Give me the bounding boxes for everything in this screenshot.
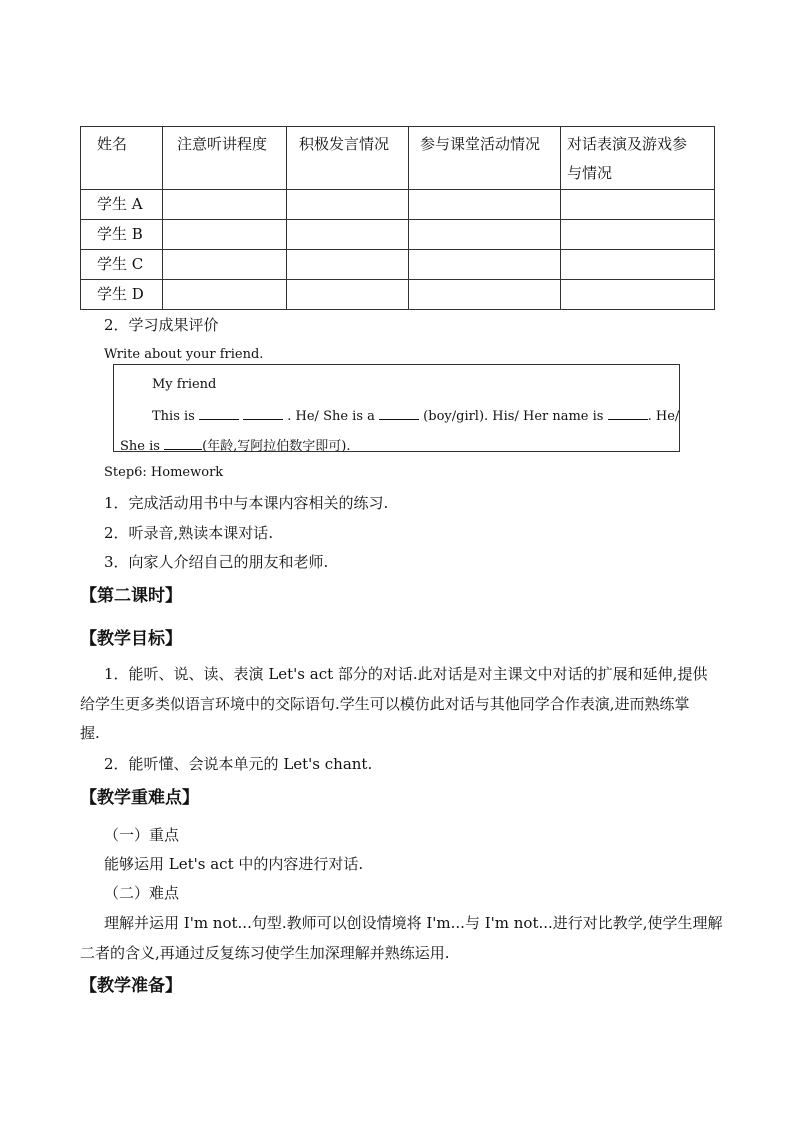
goal1-line1: 1．能听、说、读、表演 Let's act 部分的对话.此对话是对主课文中对话的扩展和延伸,提供 xyxy=(104,665,708,683)
homework-item-2: 2．听录音,熟读本课对话. xyxy=(104,524,274,542)
header-name: 姓名 xyxy=(81,127,163,190)
table-cell xyxy=(163,220,287,250)
keypoints-heading: 【教学重难点】 xyxy=(80,788,199,808)
table-row xyxy=(81,220,715,250)
lesson2-heading: 【第二课时】 xyxy=(80,586,182,606)
student-name: 学生 C xyxy=(81,250,163,280)
table-cell xyxy=(561,220,715,250)
table-cell xyxy=(561,280,715,310)
writebox-title: My friend xyxy=(152,377,217,392)
writing-box xyxy=(113,364,680,452)
header-speaking: 积极发言情况 xyxy=(287,127,409,190)
key-text: 能够运用 Let's act 中的内容进行对话. xyxy=(104,855,364,873)
evaluation-table xyxy=(80,126,715,310)
section2-title: 2．学习成果评价 xyxy=(104,316,219,334)
difficult-line2: 二者的含义,再通过反复练习使学生加深理解并熟练运用. xyxy=(80,944,450,962)
writebox-line1-c: (boy/girl). His/ Her name is xyxy=(423,409,604,424)
table-row xyxy=(81,190,715,220)
table-cell xyxy=(409,190,561,220)
goal2: 2．能听懂、会说本单元的 Let's chant. xyxy=(104,755,373,773)
writebox-line1-b: . He/ She is a xyxy=(287,409,375,424)
writebox-line2-a: She is xyxy=(120,439,160,454)
write-prompt: Write about your friend. xyxy=(104,347,264,362)
table-cell xyxy=(409,250,561,280)
table-cell xyxy=(287,250,409,280)
writebox-line1-a: This is xyxy=(152,409,195,424)
writebox-line1-d: . He/ xyxy=(647,409,680,424)
table-cell xyxy=(287,280,409,310)
table-cell xyxy=(287,220,409,250)
writebox-line2 xyxy=(120,435,351,454)
table-row xyxy=(81,280,715,310)
writebox-line1 xyxy=(152,407,679,424)
step6-heading: Step6: Homework xyxy=(104,465,224,480)
prep-heading: 【教学准备】 xyxy=(80,976,182,996)
table-cell xyxy=(163,190,287,220)
key-label: （一）重点 xyxy=(104,826,180,844)
homework-item-3: 3．向家人介绍自己的朋友和老师. xyxy=(104,553,329,571)
difficult-label: （二）难点 xyxy=(104,884,180,902)
table-cell xyxy=(409,220,561,250)
header-performance-line1: 对话表演及游戏参 xyxy=(567,135,688,153)
header-performance xyxy=(561,127,715,190)
header-attention: 注意听讲程度 xyxy=(163,127,287,190)
table-cell xyxy=(163,280,287,310)
writebox-line2-b: (年龄,写阿拉伯数字即可). xyxy=(202,439,351,454)
blank-line[interactable] xyxy=(164,437,202,450)
goal1-line3: 握. xyxy=(80,724,100,742)
header-activity: 参与课堂活动情况 xyxy=(409,127,561,190)
blank-line[interactable] xyxy=(199,407,239,420)
table-cell xyxy=(163,250,287,280)
homework-item-1: 1．完成活动用书中与本课内容相关的练习. xyxy=(104,494,389,512)
table-cell xyxy=(561,190,715,220)
blank-line[interactable] xyxy=(608,407,648,420)
table-row xyxy=(81,250,715,280)
table-header-row xyxy=(81,127,715,190)
table-cell xyxy=(561,250,715,280)
student-name: 学生 A xyxy=(81,190,163,220)
goal1-line2: 给学生更多类似语言环境中的交际语句.学生可以模仿此对话与其他同学合作表演,进而熟练掌 xyxy=(80,695,690,713)
blank-line[interactable] xyxy=(379,407,419,420)
student-name: 学生 B xyxy=(81,220,163,250)
difficult-line1: 理解并运用 I'm not...句型.教师可以创设情境将 I'm...与 I'm not...进行对比教学,使学生理解 xyxy=(104,914,723,932)
blank-line[interactable] xyxy=(243,407,283,420)
goals-heading: 【教学目标】 xyxy=(80,629,182,649)
table-cell xyxy=(287,190,409,220)
header-performance-line2: 与情况 xyxy=(567,164,613,182)
student-name: 学生 D xyxy=(81,280,163,310)
table-cell xyxy=(409,280,561,310)
